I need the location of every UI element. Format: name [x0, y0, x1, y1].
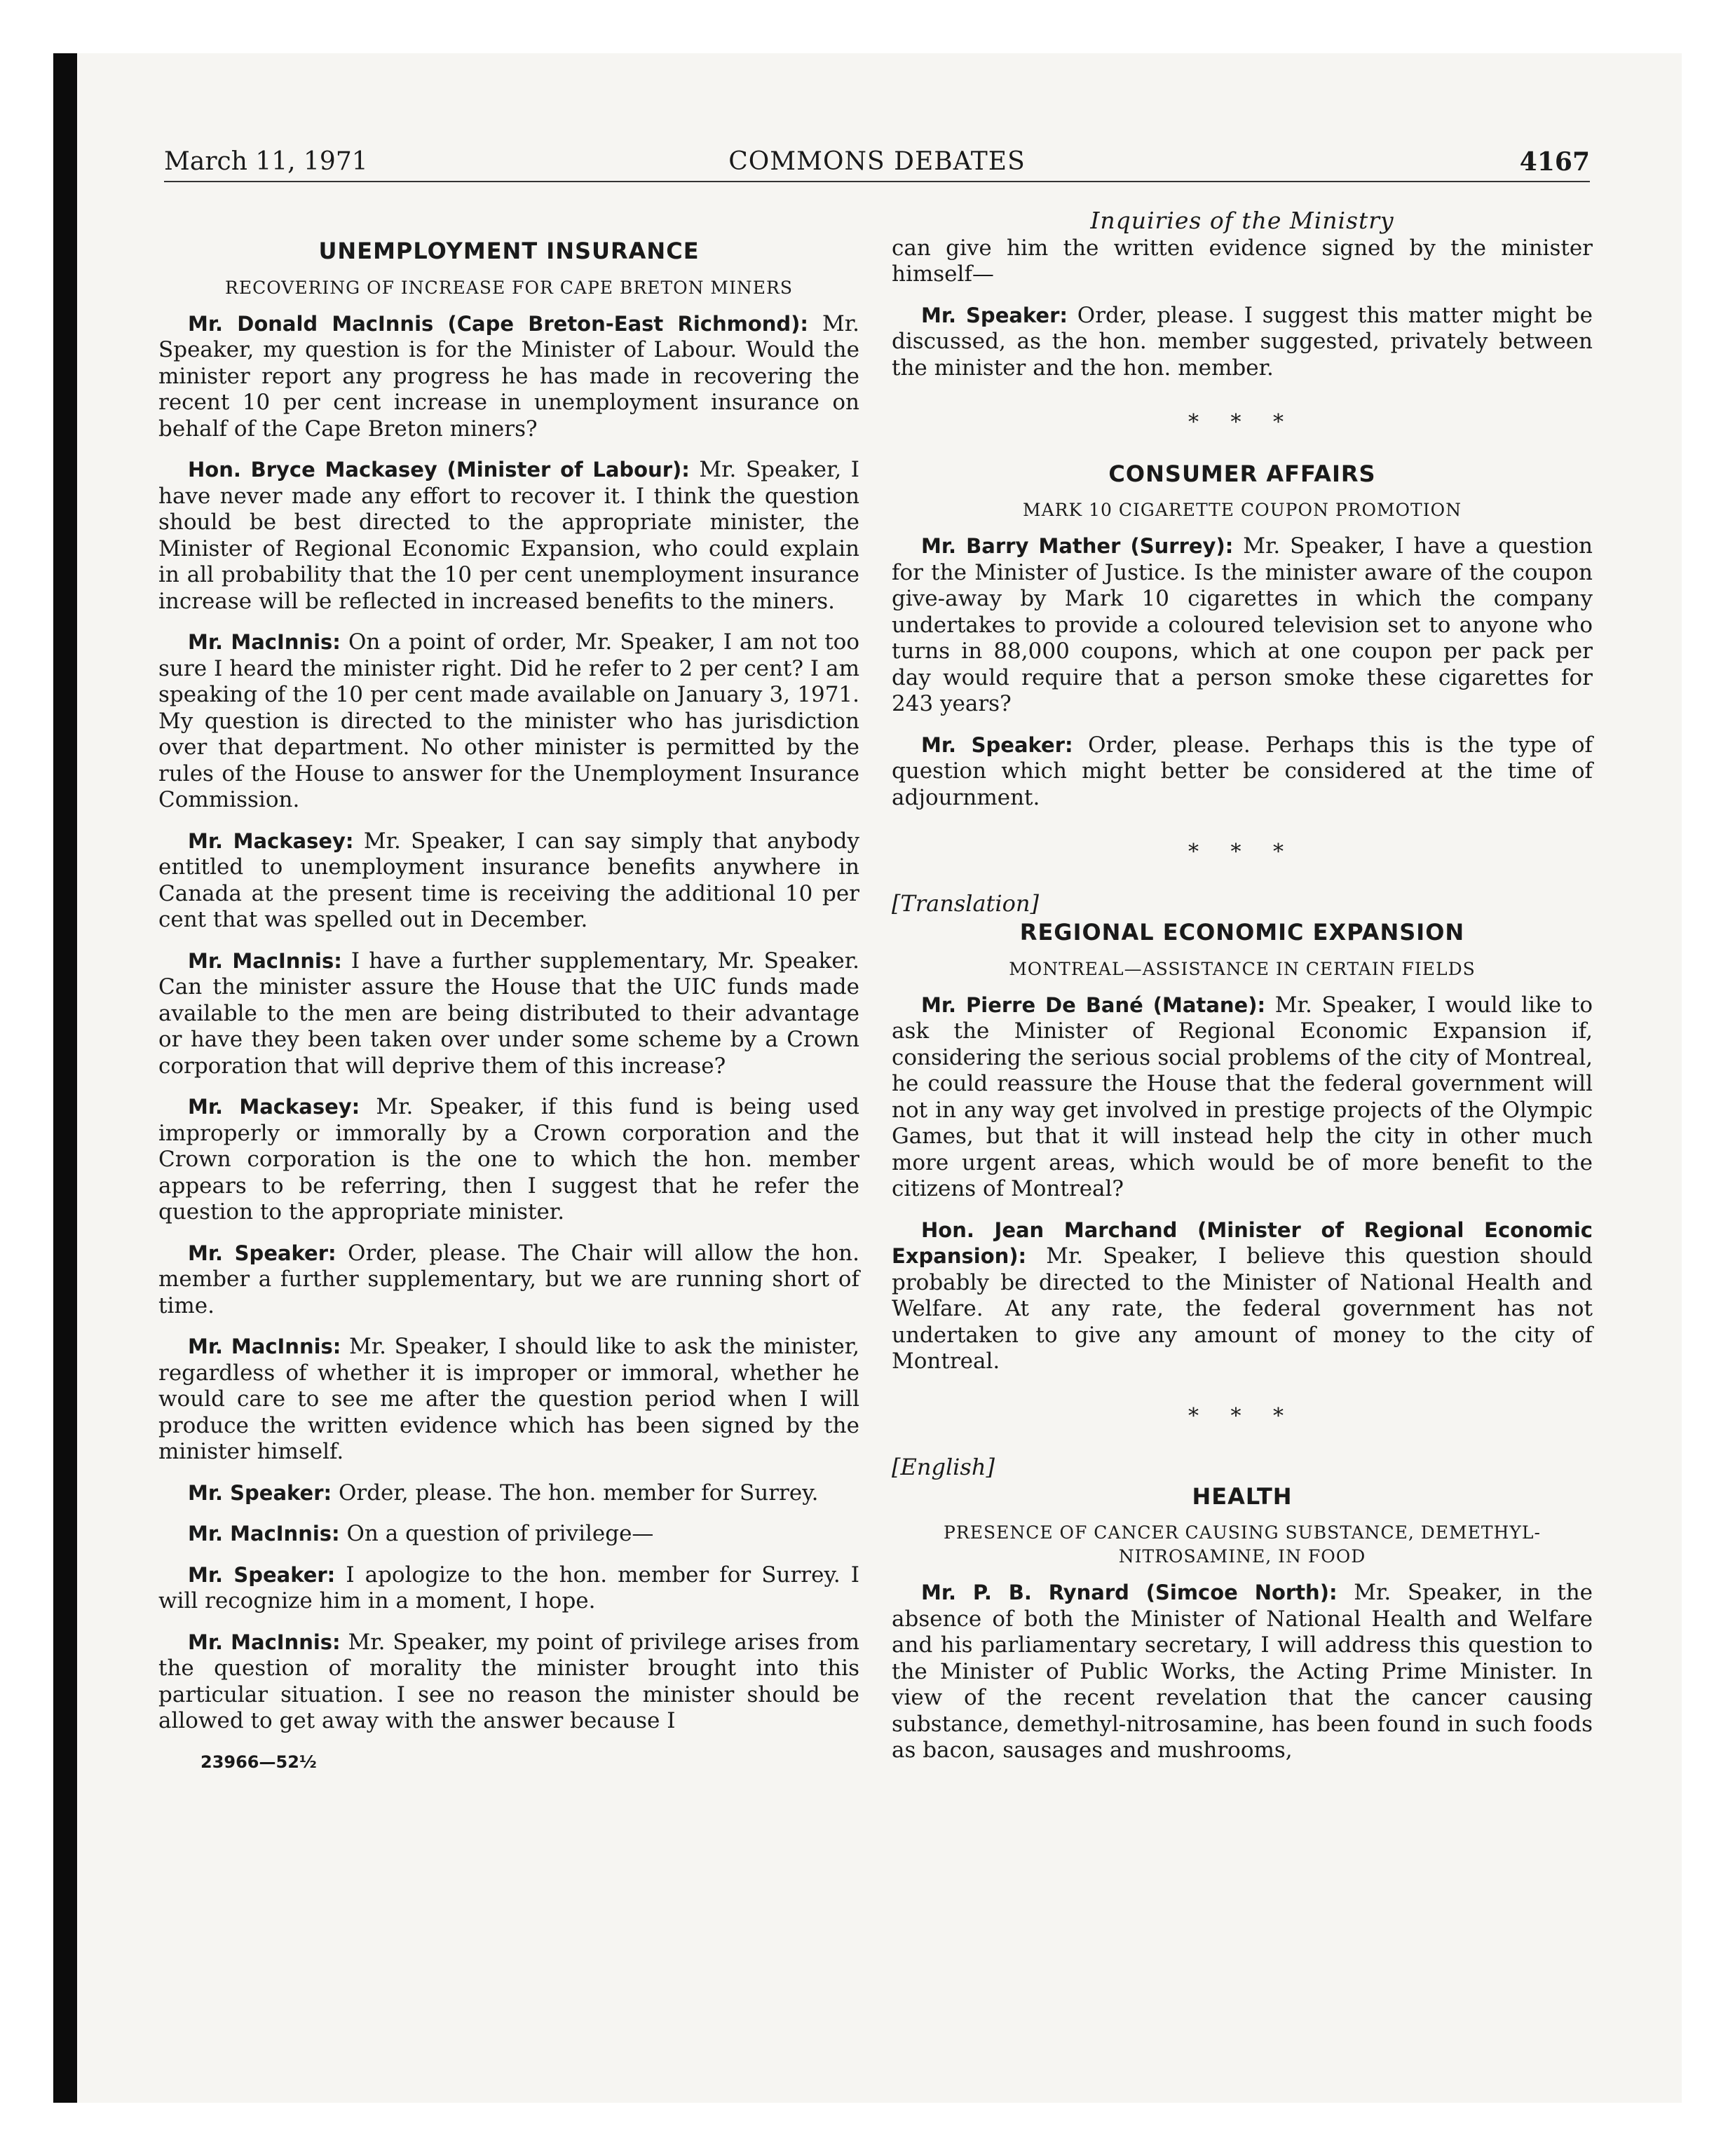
section-title-regional: REGIONAL ECONOMIC EXPANSION: [1019, 919, 1465, 946]
speech-text: Mr. Speaker, I have never made any effort to recover it. I think the question should be best directed to the appropriate minister, the Minister of Regional Economic Expansion, who could explain in all probability that the 10 per cent unemployment insurance increase will be reflected in increased benefits to the miners.: [158, 457, 859, 614]
section-title-unemployment: UNEMPLOYMENT INSURANCE: [318, 238, 700, 264]
speaker-name: Hon. Jean Marchand (Minister of Regional Economic Expansion):: [892, 1217, 1593, 1268]
speech-paragraph: [892, 1217, 1593, 1375]
speech-text: Mr. Speaker, I can say simply that anybody entitled to unemployment insurance benefits anywhere in Canada at the present time is receiving the additional 10 per cent that was spelled out in December.: [158, 828, 860, 932]
speech-text: Order, please. The Chair will allow the hon. member a further supplementary, but we are running short of time.: [158, 1240, 859, 1318]
speech-text: On a question of privilege—: [346, 1521, 654, 1546]
left-paragraphs: [158, 311, 859, 1735]
subhead-cancer: PRESENCE OF CANCER CAUSING SUBSTANCE, DEMETHYL-NITROSAMINE, IN FOOD: [944, 1522, 1541, 1567]
speech-text: Order, please. I suggest this matter might be discussed, as the hon. member suggested, privately between the minister and the hon. member.: [892, 302, 1593, 381]
speech-paragraph: [158, 1630, 859, 1735]
health-paragraphs: [892, 1580, 1593, 1764]
speech-text: On a point of order, Mr. Speaker, I am not too sure I heard the minister right. Did he refer to 2 per cent? I am speaking of the 10 per cent made available on January 3, 1971. My question is directed to the minister who has jurisdiction over that department. No other minister is permitted by the rules of the House to answer for the Unemployment Insurance Commission.: [158, 629, 859, 812]
speaker-name: Mr. MacInnis:: [188, 630, 341, 654]
binding-edge: [53, 53, 77, 2103]
speech-text: I have a further supplementary, Mr. Speaker. Can the minister assure the House that the UIC funds made available to the men are being distributed to their advantage or have they been taken over under some scheme by a Crown corporation that will deprive them of this increase?: [158, 948, 859, 1079]
header-title: COMMONS DEBATES: [728, 147, 1026, 176]
continuation-text: can give him the written evidence signed by the minister himself—: [892, 235, 1593, 287]
speaker-name: Mr. Mackasey:: [188, 1095, 360, 1119]
section-separator: * * *: [1188, 840, 1297, 864]
regional-paragraphs: [892, 992, 1593, 1375]
header-date: March 11, 1971: [164, 147, 368, 176]
speech-paragraph: [158, 1094, 859, 1226]
speaker-name: Mr. Speaker:: [188, 1562, 336, 1587]
speech-text: Mr. Speaker, in the absence of both the Minister of National Health and Welfare and his parliamentary secretary, I will address this question to the Minister of Public Works, the Acting Prime Minister. In view of the recent revelation that the cancer causing substance, demethyl-nitrosamine, has been found in such foods as bacon, sausages and mushrooms,: [892, 1580, 1593, 1763]
left-column: [158, 238, 859, 1775]
section-title-health: HEALTH: [1192, 1482, 1293, 1510]
speech-paragraph: [158, 457, 859, 615]
english-tag: [English]: [892, 1454, 995, 1480]
speaker-name: Mr. Mackasey:: [188, 828, 354, 853]
speaker-name: Mr. Barry Mather (Surrey):: [921, 534, 1234, 558]
speaker-name: Mr. MacInnis:: [188, 1335, 341, 1358]
subhead-cape-breton: RECOVERING OF INCREASE FOR CAPE BRETON MINERS: [225, 277, 793, 298]
speaker-name: Mr. MacInnis:: [188, 1630, 341, 1654]
speech-paragraph: [892, 1580, 1593, 1764]
speaker-name: Mr. P. B. Rynard (Simcoe North):: [921, 1581, 1338, 1604]
speech-paragraph: [892, 992, 1593, 1203]
running-head: Inquiries of the Ministry: [1090, 207, 1394, 234]
section-separator: * * *: [1188, 410, 1297, 435]
speech-text: I apologize to the hon. member for Surrey. I will recognize him in a moment, I hope.: [158, 1562, 859, 1613]
speech-text: Mr. Speaker, I have a question for the Minister of Justice. Is the minister aware of the coupon give-away by Mark 10 cigarettes in which the company undertakes to provide a coloured television set to anyone who turns in 88,000 coupons, which at one coupon per pack per day would require that a person smoke these cigarettes for 243 years?: [892, 533, 1593, 716]
right-column: [892, 207, 1593, 1779]
speech-paragraph: [892, 533, 1593, 718]
speaker-name: Mr. Speaker:: [921, 303, 1068, 327]
subhead-mark10: MARK 10 CIGARETTE COUPON PROMOTION: [1023, 500, 1462, 520]
consumer-paragraphs: [892, 533, 1593, 811]
page-header: [164, 143, 1590, 182]
speaker-name: Mr. MacInnis:: [188, 948, 342, 973]
speech-text: Mr. Speaker, if this fund is being used improperly or immorally by a Crown corporation and the Crown corporation is the one to which the hon. member appears to be referring, then I suggest that he refer the question to the appropriate minister.: [158, 1094, 859, 1224]
translation-tag: [Translation]: [892, 889, 1039, 917]
speech-paragraph: [158, 1334, 859, 1466]
section-separator: * * *: [1188, 1403, 1297, 1428]
speech-paragraph: [158, 311, 859, 443]
speaker-name: Mr. Speaker:: [921, 732, 1073, 757]
speech-paragraph: [158, 1521, 859, 1548]
speech-paragraph: [158, 1241, 859, 1320]
speaker-name: Mr. Donald MacInnis (Cape Breton-East Richmond):: [188, 311, 809, 336]
speaker-name: Hon. Bryce Mackasey (Minister of Labour):: [188, 458, 690, 482]
speaker-name: Mr. Pierre De Bané (Matane):: [921, 992, 1266, 1017]
speech-paragraph: [892, 303, 1593, 382]
speech-text: Order, please. Perhaps this is the type of question which might better be considered at the time of adjournment.: [892, 732, 1593, 810]
speech-text: Mr. Speaker, my point of privilege arises from the question of morality the minister brought into this particular situation. I see no reason the minister should be allowed to get away with the answer because I: [158, 1629, 859, 1733]
speaker-name: Mr. MacInnis:: [188, 1522, 340, 1546]
speech-text: Order, please. The hon. member for Surrey.: [338, 1480, 819, 1506]
speech-paragraph: [158, 1562, 859, 1615]
speech-paragraph: [158, 828, 859, 934]
speech-text: Mr. Speaker, I should like to ask the minister, regardless of whether it is improper or immoral, whether he would care to see me after the question period when I will produce the written evidence which has been signed by the minister himself.: [158, 1334, 859, 1464]
speech-text: Mr. Speaker, I would like to ask the Minister of Regional Economic Expansion if, considering the serious social problems of the city of Montreal, he could reassure the House that the federal government will not in any way get involved in prestige projects of the Olympic Games, but that it will instead help the city in other much more urgent areas, which would be of more benefit to the citizens of Montreal?: [892, 992, 1593, 1201]
speech-paragraph: [158, 948, 859, 1080]
page-number: 4167: [1519, 147, 1590, 177]
subhead-montreal: MONTREAL—ASSISTANCE IN CERTAIN FIELDS: [1009, 958, 1476, 979]
speech-paragraph: [158, 1480, 859, 1507]
speaker-name: Mr. Speaker:: [188, 1480, 332, 1505]
speech-text: Mr. Speaker, I believe this question should probably be directed to the Minister of National Health and Welfare. At any rate, the federal government has not undertaken to give any amount of money to the city of Montreal.: [892, 1243, 1593, 1374]
speech-text: Mr. Speaker, my question is for the Minister of Labour. Would the minister report any progress he has made in recovering the recent 10 per cent increase in unemployment insurance on behalf of the Cape Breton miners?: [158, 311, 860, 442]
speaker-name: Mr. Speaker:: [188, 1241, 336, 1265]
footnote-code: 23966—52½: [200, 1752, 317, 1772]
speech-paragraph: [892, 732, 1593, 812]
section-title-consumer: CONSUMER AFFAIRS: [1108, 460, 1376, 487]
speech-paragraph: [158, 629, 859, 814]
